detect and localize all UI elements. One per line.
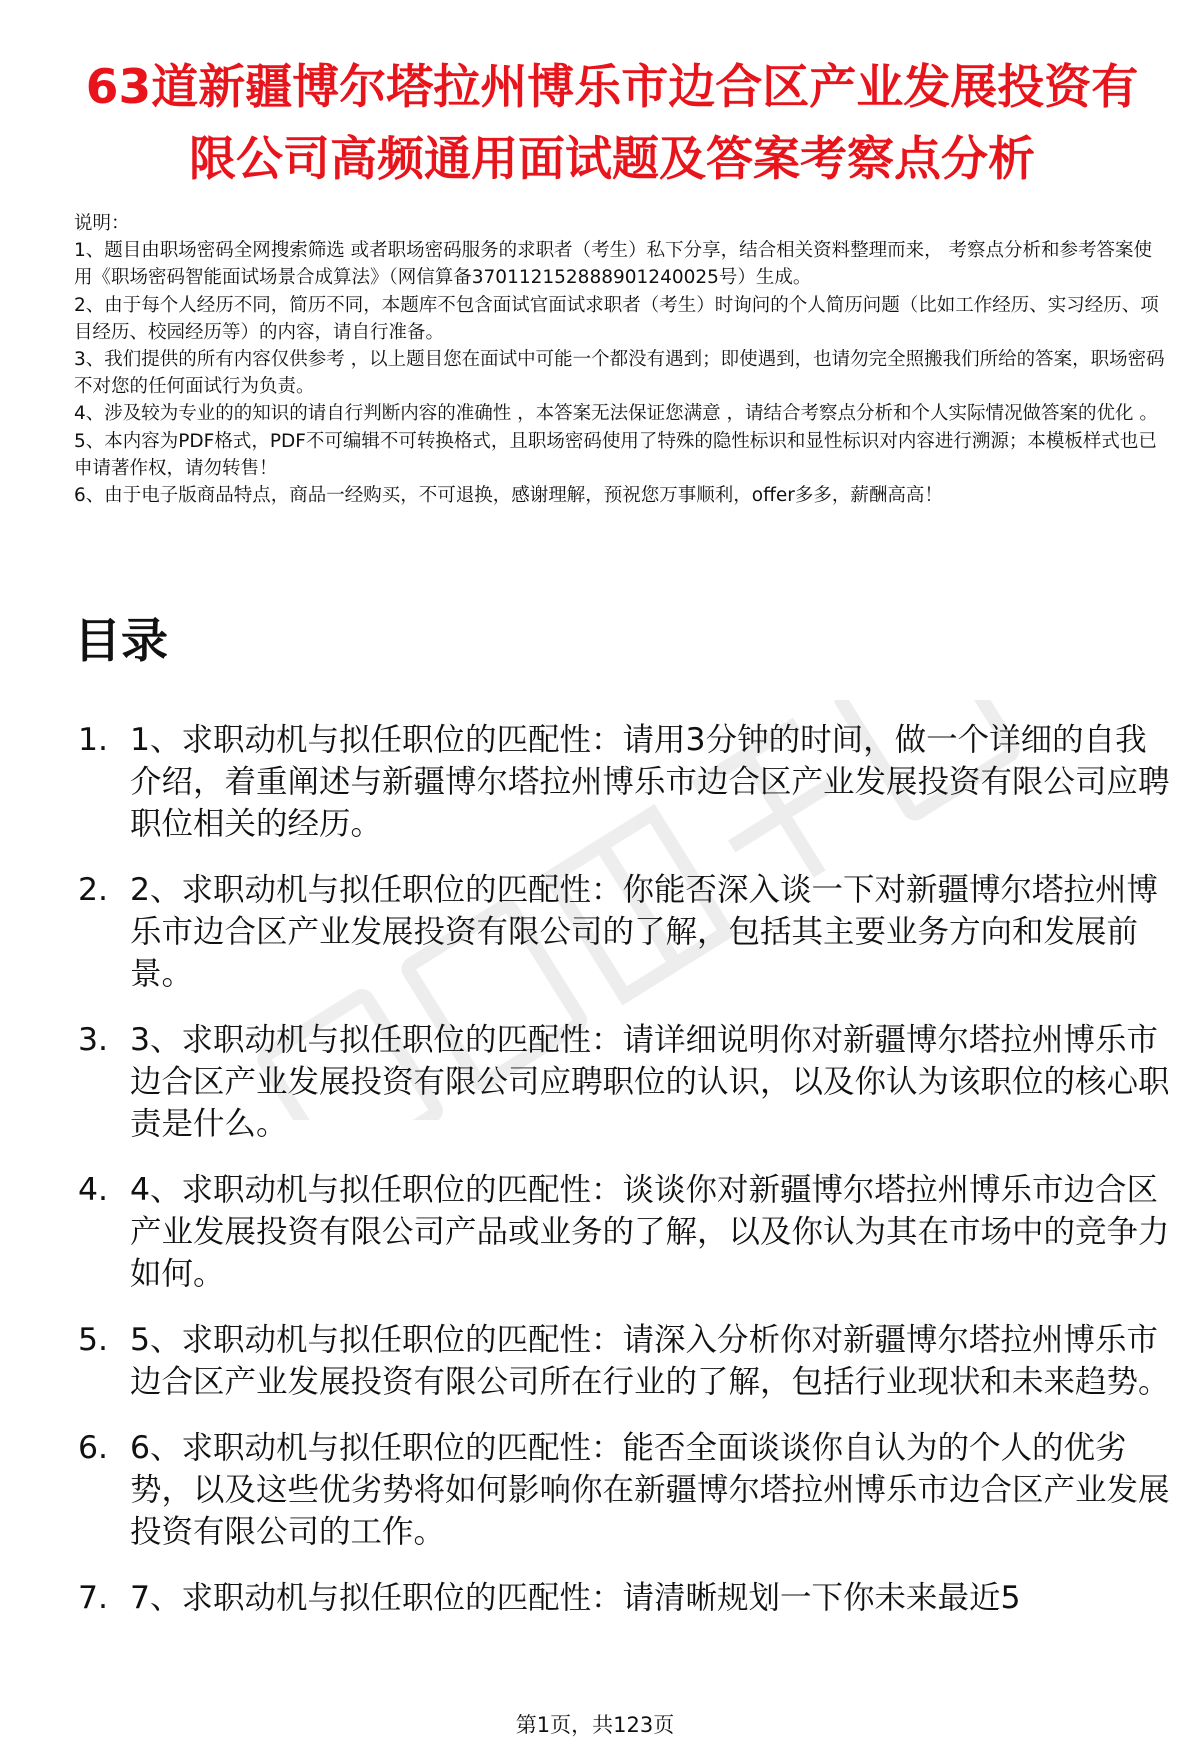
toc-item-text[interactable]: 1、求职动机与拟任职位的匹配性：请用3分钟的时间，做一个详细的自我介绍，着重阐述与新疆博尔塔拉州博乐市边合区产业发展投资有限公司应聘职位相关的经历。 (130, 722, 1170, 842)
toc-item-text[interactable]: 3、求职动机与拟任职位的匹配性：请详细说明你对新疆博尔塔拉州博乐市边合区产业发展投资有限公司应聘职位的认识，以及你认为该职位的核心职责是什么。 (130, 1022, 1170, 1142)
notes-section (74, 210, 1170, 509)
toc-item[interactable] (78, 869, 1176, 995)
note-item: 6、由于电子版商品特点，商品一经购买，不可退换，感谢理解，预祝您万事顺利，offer多多，薪酬高高！ (74, 485, 943, 507)
note-item: 3、我们提供的所有内容仅供参考 ，以上题目您在面试中可能一个都没有遇到；即使遇到，也请勿完全照搬我们所给的答案，职场密码不对您的任何面试行为负责。 (74, 349, 1165, 398)
toc-item-number: 3. (78, 1022, 109, 1058)
toc-item[interactable] (78, 1019, 1176, 1145)
note-item: 1、题目由职场密码全网搜索筛选 或者职场密码服务的求职者（考生）私下分享，结合相关资料整理而来， 考察点分析和参考答案使用《职场密码智能面试场景合成算法》（网信算备370112152888901240025号）生成。 (74, 240, 1153, 289)
toc-item[interactable] (78, 1427, 1176, 1553)
toc-item-number: 4. (78, 1172, 109, 1208)
toc-item[interactable] (78, 719, 1176, 845)
note-item: 2、由于每个人经历不同，简历不同，本题库不包含面试官面试求职者（考生）时询问的个人简历问题（比如工作经历、实习经历、项目经历、校园经历等）的内容，请自行准备。 (74, 294, 1159, 343)
table-of-contents (78, 719, 1176, 1643)
toc-heading: 目录 (74, 614, 168, 669)
toc-item-text[interactable]: 2、求职动机与拟任职位的匹配性：你能否深入谈一下对新疆博尔塔拉州博乐市边合区产业发展投资有限公司的了解，包括其主要业务方向和发展前景。 (130, 872, 1159, 992)
toc-item-number: 6. (78, 1430, 109, 1466)
toc-item-number: 7. (78, 1580, 109, 1616)
toc-item[interactable] (78, 1319, 1176, 1403)
toc-item[interactable] (78, 1577, 1176, 1619)
toc-item-text[interactable]: 6、求职动机与拟任职位的匹配性：能否全面谈谈你自认为的个人的优劣势，以及这些优劣势将如何影响你在新疆博尔塔拉州博乐市边合区产业发展投资有限公司的工作。 (130, 1430, 1170, 1550)
toc-item-number: 1. (78, 722, 109, 758)
toc-item-number: 5. (78, 1322, 109, 1358)
toc-item-number: 2. (78, 872, 109, 908)
toc-item-text[interactable]: 4、求职动机与拟任职位的匹配性：谈谈你对新疆博尔塔拉州博乐市边合区产业发展投资有限公司产品或业务的了解，以及你认为其在市场中的竞争力如何。 (130, 1172, 1170, 1292)
note-item: 5、本内容为PDF格式，PDF不可编辑不可转换格式，且职场密码使用了特殊的隐性标识和显性标识对内容进行溯源；本模板样式也已申请著作权，请勿转售！ (74, 430, 1157, 479)
notes-heading: 说明： (74, 213, 130, 234)
document-title: 63道新疆博尔塔拉州博乐市边合区产业发展投资有限公司高频通用面试题及答案考察点分析 (85, 60, 1139, 187)
toc-item-text[interactable]: 7、求职动机与拟任职位的匹配性：请清晰规划一下你未来最近5 (130, 1580, 1021, 1616)
toc-item[interactable] (78, 1169, 1176, 1295)
toc-item-text[interactable]: 5、求职动机与拟任职位的匹配性：请深入分析你对新疆博尔塔拉州博乐市边合区产业发展投资有限公司所在行业的了解，包括行业现状和未来趋势。 (130, 1322, 1170, 1400)
page-footer: 第1页，共123页 (515, 1713, 675, 1737)
note-item: 4、涉及较为专业的的知识的请自行判断内容的准确性 ，本答案无法保证您满意 ，请结合考察点分析和个人实际情况做答案的优化 。 (74, 403, 1158, 425)
